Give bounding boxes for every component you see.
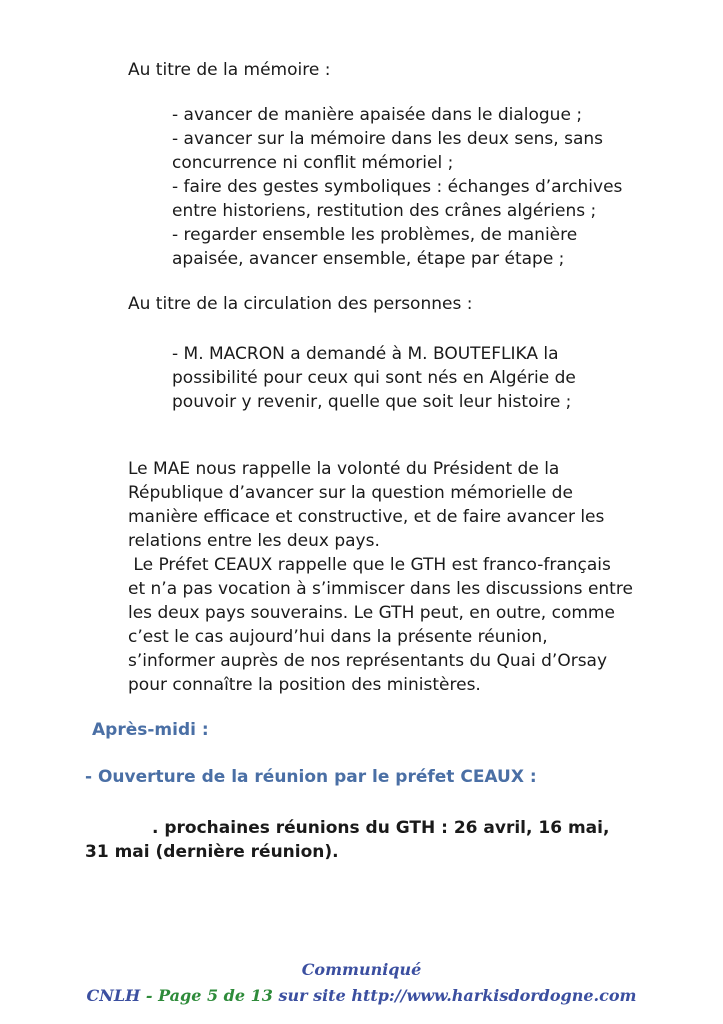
memoire-heading: Au titre de la mémoire : <box>128 60 331 80</box>
next-meetings-line-2: 31 mai (dernière réunion). <box>85 842 339 862</box>
footer-communique: Communiqué <box>301 960 422 979</box>
paragraph-line-6: et n’a pas vocation à s’immiscer dans les discussions entre <box>128 579 633 599</box>
next-meetings-line-1: . prochaines réunions du GTH : 26 avril, 16 mai, <box>152 818 610 838</box>
circulation-heading: Au titre de la circulation des personnes : <box>128 294 473 314</box>
footer-sur-site: sur site <box>272 986 352 1005</box>
paragraph-line-1: Le MAE nous rappelle la volonté du Président de la <box>128 459 560 479</box>
circulation-line-1: - M. MACRON a demandé à M. BOUTEFLIKA la <box>172 344 559 364</box>
circulation-line-3: pouvoir y revenir, quelle que soit leur histoire ; <box>172 392 572 412</box>
memoire-line-7: apaisée, avancer ensemble, étape par étape ; <box>172 249 565 269</box>
paragraph-line-9: s’informer auprès de nos représentants du Quai d’Orsay <box>128 651 608 671</box>
paragraph-line-7: les deux pays souverains. Le GTH peut, en outre, comme <box>128 603 615 623</box>
footer-page: Page 5 de 13 <box>158 986 273 1005</box>
paragraph-line-5: Le Préfet CEAUX rappelle que le GTH est franco-français <box>128 555 611 575</box>
memoire-line-2: - avancer sur la mémoire dans les deux sens, sans <box>172 129 603 149</box>
footer-separator: - <box>140 986 159 1005</box>
footer-url-link[interactable]: http://www.harkisdordogne.com <box>351 986 637 1005</box>
footer-line <box>0 986 723 1005</box>
paragraph-line-2: République d’avancer sur la question mémorielle de <box>128 483 573 503</box>
paragraph-line-8: c’est le cas aujourd’hui dans la présente réunion, <box>128 627 548 647</box>
memoire-line-5: entre historiens, restitution des crânes algériens ; <box>172 201 597 221</box>
footer-org: CNLH <box>86 986 141 1005</box>
opening-heading: - Ouverture de la réunion par le préfet CEAUX : <box>85 767 537 787</box>
afternoon-heading: Après-midi : <box>92 720 209 740</box>
memoire-line-6: - regarder ensemble les problèmes, de manière <box>172 225 578 245</box>
circulation-line-2: possibilité pour ceux qui sont nés en Algérie de <box>172 368 576 388</box>
paragraph-line-4: relations entre les deux pays. <box>128 531 380 551</box>
paragraph-line-3: manière efficace et constructive, et de faire avancer les <box>128 507 605 527</box>
memoire-line-3: concurrence ni conflit mémoriel ; <box>172 153 454 173</box>
paragraph-line-10: pour connaître la position des ministères. <box>128 675 481 695</box>
memoire-line-1: - avancer de manière apaisée dans le dialogue ; <box>172 105 583 125</box>
memoire-line-4: - faire des gestes symboliques : échanges d’archives <box>172 177 623 197</box>
